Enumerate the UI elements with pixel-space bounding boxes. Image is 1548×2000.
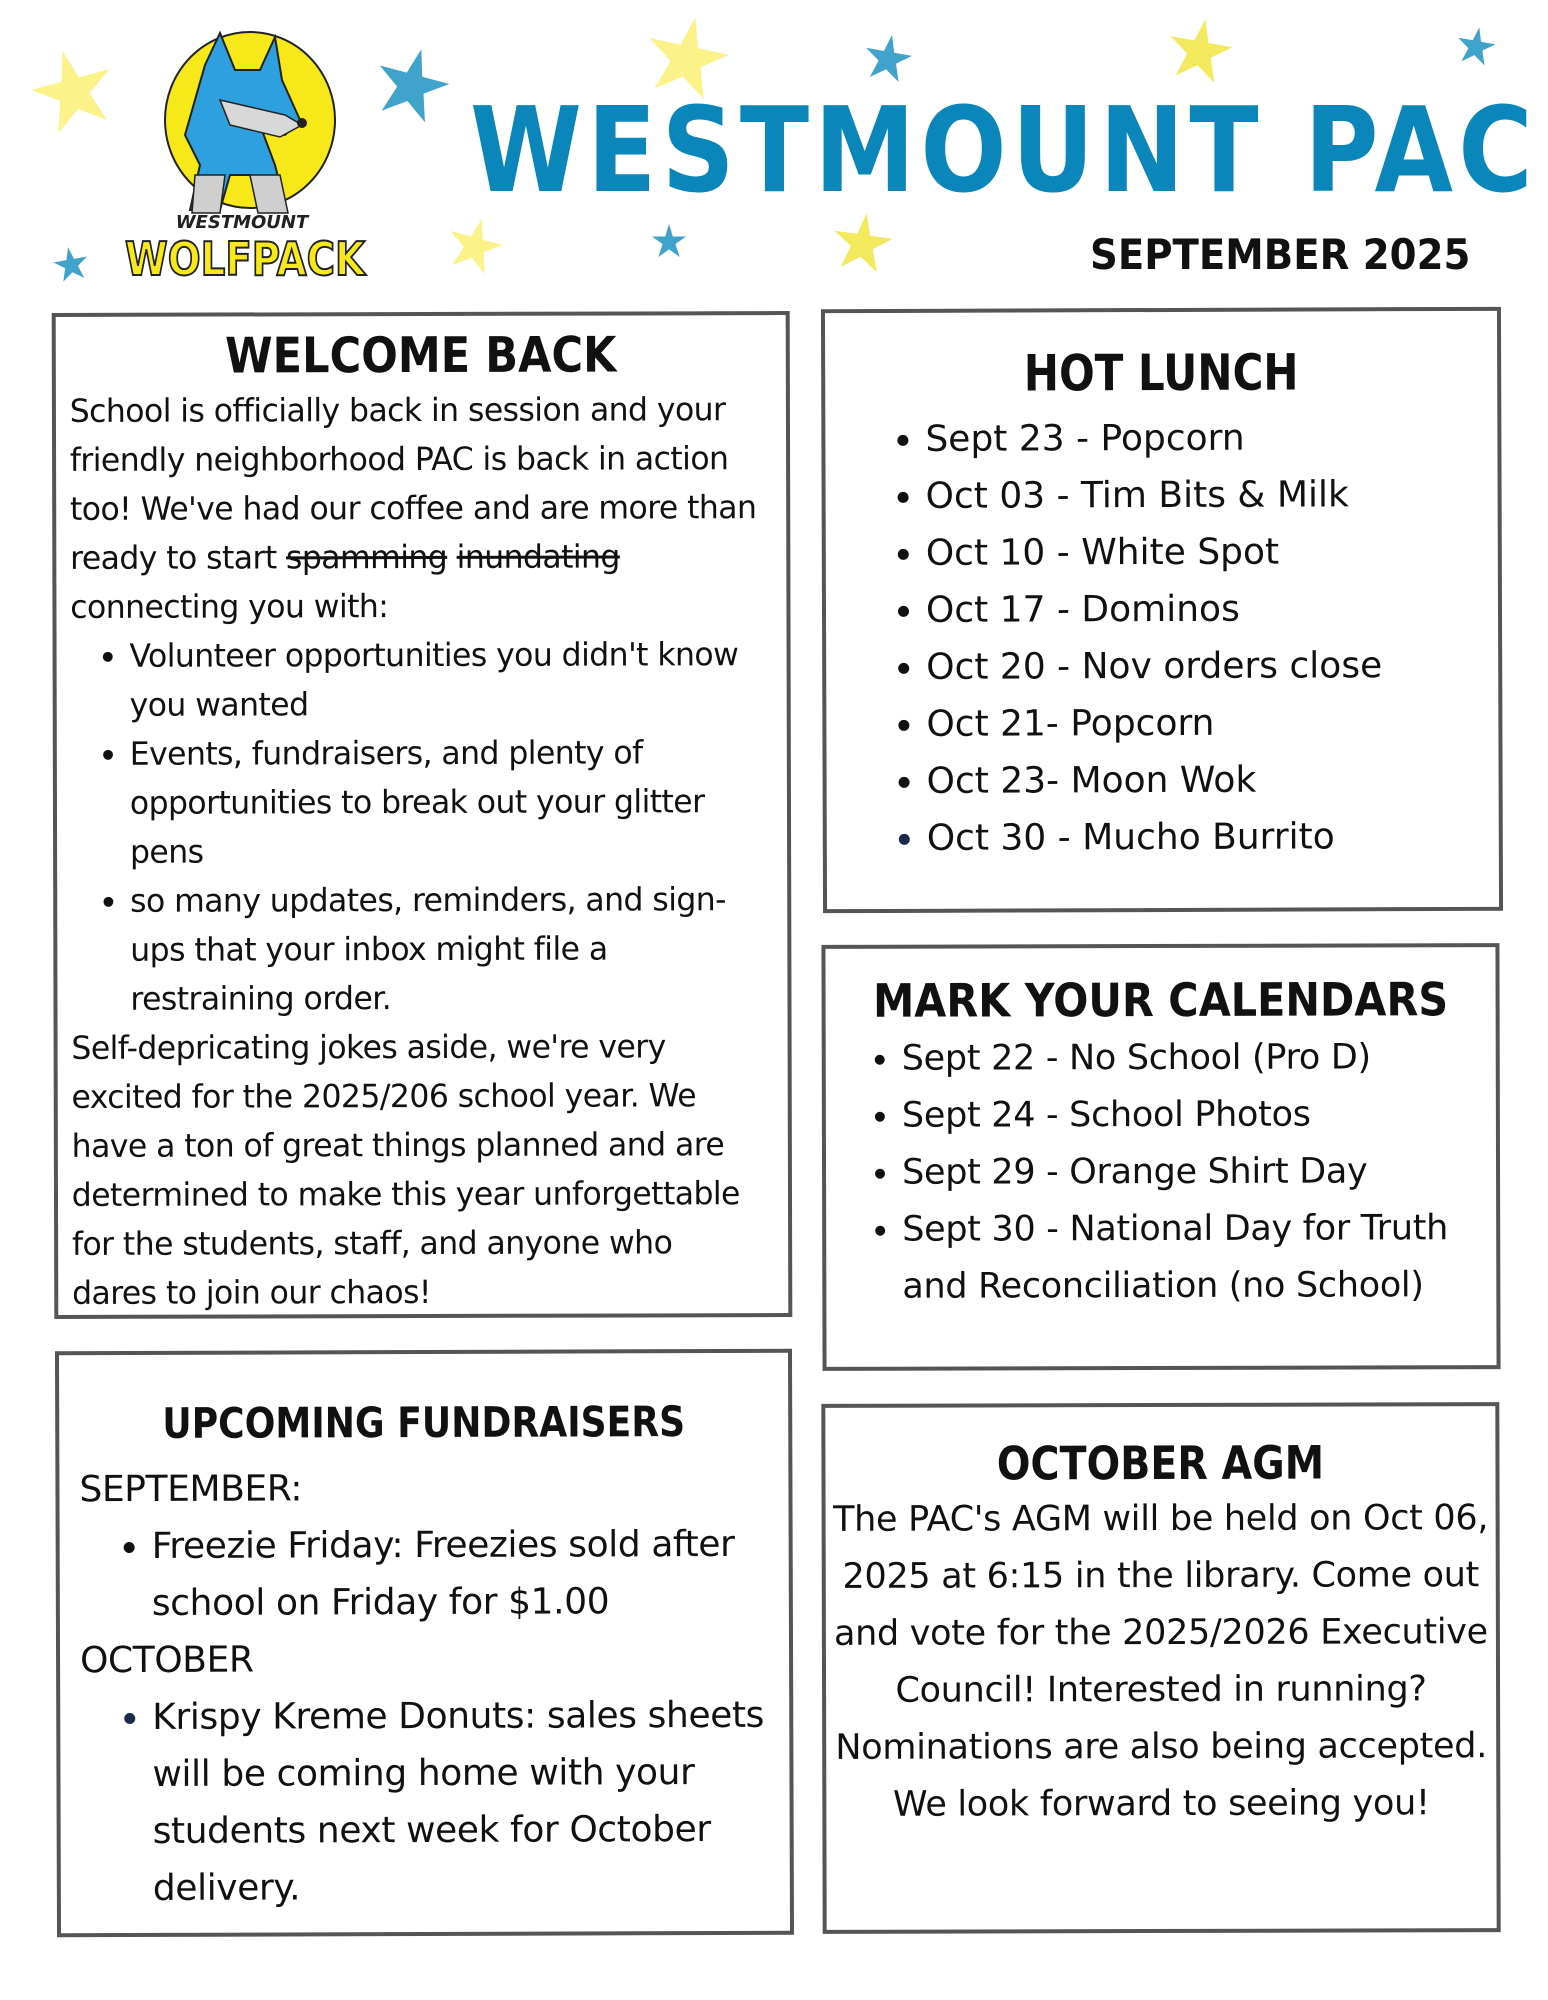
star-icon <box>862 32 914 84</box>
list-item: • Sept 29 - Orange Shirt Day <box>902 1143 1496 1202</box>
month-label: OCTOBER <box>79 1639 254 1682</box>
fundraisers-body <box>59 1449 790 1918</box>
section-heading: OCTOBER AGM <box>996 1435 1325 1491</box>
october-agm-section <box>821 1402 1500 1934</box>
welcome-list <box>70 630 762 1024</box>
month-label: SEPTEMBER: <box>79 1468 303 1511</box>
wolfpack-logo <box>110 25 380 290</box>
hot-lunch-list <box>825 409 1499 867</box>
list-item: • Freezie Friday: Freezies sold after school on Friday for $1.00 <box>152 1516 769 1632</box>
star-icon <box>830 210 895 275</box>
list-item: • Events, fundraisers, and plenty of opportunities to break out your glitter pens <box>130 728 763 877</box>
fundraiser-list <box>80 1687 770 1917</box>
welcome-body <box>56 385 777 1318</box>
calendar-list <box>826 1029 1497 1316</box>
section-heading: MARK YOUR CALENDARS <box>872 972 1449 1028</box>
section-heading: HOT LUNCH <box>1023 343 1299 403</box>
list-item: • Oct 17 - Dominos <box>926 580 1498 639</box>
list-item: • Oct 21- Popcorn <box>926 694 1498 753</box>
newsletter-date: SEPTEMBER 2025 <box>1090 230 1471 279</box>
list-item: • Sept 23 - Popcorn <box>925 409 1497 468</box>
calendars-body <box>826 1029 1497 1316</box>
list-item: • Volunteer opportunities you didn't know you wanted <box>129 630 762 730</box>
star-icon <box>445 215 505 275</box>
welcome-intro <box>70 385 762 632</box>
list-item: • Sept 24 - School Photos <box>902 1086 1496 1145</box>
welcome-closing: Self-depricating jokes aside, we're very excited for the 2025/206 school year. We have a ton of great things planned and are determined to make this year unforgettable for the students, staff, and anyone who dares to join our chaos! <box>71 1027 740 1312</box>
list-item: • Oct 23- Moon Wok <box>926 751 1498 810</box>
list-item: • Sept 22 - No School (Pro D) <box>902 1029 1496 1088</box>
section-heading: WELCOME BACK <box>224 326 617 385</box>
agm-body: The PAC's AGM will be held on Oct 06, 2025 at 6:15 in the library. Come out and vote for the 2025/2026 Executive Council! Interested in running? Nominations are also being accepted. We look forward to seeing you! <box>832 1498 1489 1825</box>
list-item: • so many updates, reminders, and sign-ups that your inbox might file a restraining order. <box>130 875 763 1024</box>
star-icon <box>1455 25 1497 67</box>
star-icon <box>650 222 688 260</box>
list-item: • Oct 03 - Tim Bits & Milk <box>926 466 1498 525</box>
star-icon <box>372 44 452 124</box>
list-item: • Sept 30 - National Day for Truth and Reconciliation (no School) <box>902 1200 1496 1316</box>
newsletter-title: WESTMOUNT PAC <box>470 81 1538 219</box>
list-item: • Oct 30 - Mucho Burrito <box>927 808 1499 867</box>
hot-lunch-body <box>825 403 1499 867</box>
upcoming-fundraisers-section <box>55 1349 794 1938</box>
struck-word: spamming <box>285 537 448 577</box>
fundraiser-list <box>80 1516 769 1632</box>
star-icon <box>1165 15 1235 85</box>
intro-text-end: connecting you with: <box>70 587 389 626</box>
star-icon <box>52 245 90 283</box>
list-item: • Krispy Kreme Donuts: sales sheets will be coming home with your students next week for October delivery. <box>152 1687 770 1917</box>
struck-word: inundating <box>456 537 620 576</box>
star-icon <box>28 45 118 135</box>
intro-text: School is officially back in session and your friendly neighborhood PAC is back in action too! We've had our coffee and are more than ready to start <box>69 390 757 577</box>
welcome-back-section <box>52 311 793 1319</box>
list-item: • Oct 20 - Nov orders close <box>926 637 1498 696</box>
logo-main-text: WOLFPACK <box>125 232 367 286</box>
hot-lunch-section <box>821 307 1503 913</box>
mark-your-calendars-section <box>821 943 1500 1371</box>
section-heading: UPCOMING FUNDRAISERS <box>162 1397 686 1448</box>
logo-top-text: WESTMOUNT <box>175 212 309 233</box>
list-item: • Oct 10 - White Spot <box>926 523 1498 582</box>
